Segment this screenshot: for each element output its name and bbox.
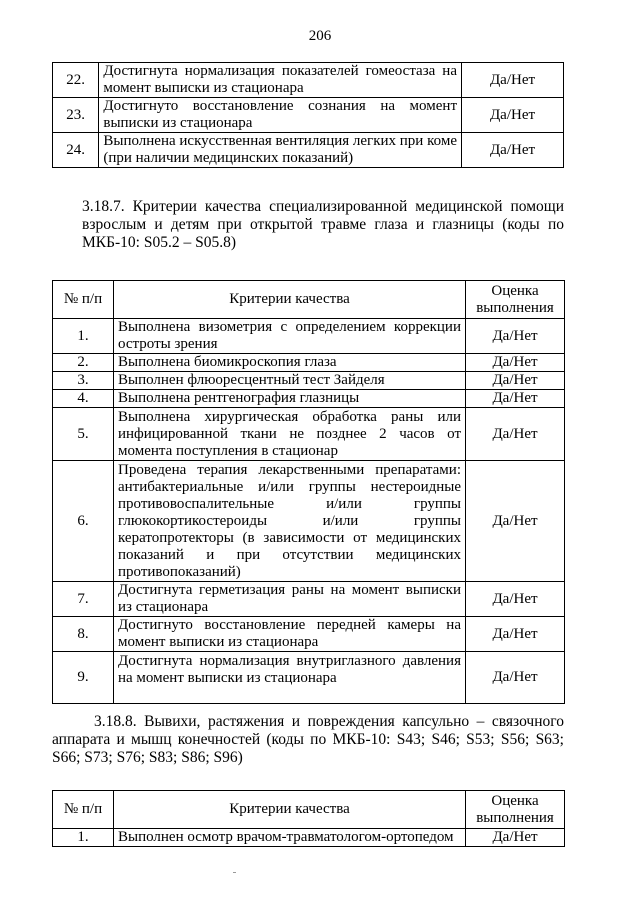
criterion-answer: Да/Нет	[466, 354, 565, 372]
table-row	[53, 354, 565, 372]
criterion-answer: Да/Нет	[466, 617, 565, 652]
criteria-table-eye-trauma	[52, 280, 565, 704]
criterion-text: Достигнуто восстановление сознания на момент выписки из стационара	[99, 98, 462, 133]
row-number: 5.	[53, 408, 114, 461]
row-number: 8.	[53, 617, 114, 652]
criterion-text: Выполнена биомикроскопия глаза	[114, 354, 466, 372]
criterion-answer: Да/Нет	[466, 319, 565, 354]
table-header-row	[53, 791, 565, 829]
row-number: 24.	[53, 133, 99, 168]
row-number: 1.	[53, 829, 114, 847]
criterion-answer: Да/Нет	[466, 390, 565, 408]
criterion-answer: Да/Нет	[466, 408, 565, 461]
header-number: № п/п	[53, 281, 114, 319]
criterion-text: Достигнута нормализация показателей гомеостаза на момент выписки из стационара	[99, 63, 462, 98]
criterion-answer: Да/Нет	[466, 829, 565, 847]
header-criteria: Критерии качества	[114, 791, 466, 829]
table-row	[53, 133, 564, 168]
criterion-text: Достигнута герметизация раны на момент выписки из стационара	[114, 582, 466, 617]
criterion-answer: Да/Нет	[466, 372, 565, 390]
criterion-text: Достигнуто восстановление передней камеры на момент выписки из стационара	[114, 617, 466, 652]
table-row	[53, 582, 565, 617]
criterion-text: Выполнен осмотр врачом-травматологом-ортопедом	[114, 829, 466, 847]
criterion-text: Выполнена визометрия с определением коррекции остроты зрения	[114, 319, 466, 354]
table-row	[53, 372, 565, 390]
table-row	[53, 617, 565, 652]
row-number: 2.	[53, 354, 114, 372]
row-number: 7.	[53, 582, 114, 617]
scan-speck	[233, 872, 236, 873]
criterion-answer: Да/Нет	[462, 98, 564, 133]
row-number: 6.	[53, 461, 114, 582]
table-row	[53, 652, 565, 704]
row-number: 9.	[53, 652, 114, 704]
criterion-text: Достигнута нормализация внутриглазного давления на момент выписки из стационара	[114, 652, 466, 704]
criterion-text: Выполнена рентгенография глазницы	[114, 390, 466, 408]
table-row	[53, 829, 565, 847]
criterion-answer: Да/Нет	[462, 133, 564, 168]
criteria-table-continued	[52, 62, 564, 168]
criterion-answer: Да/Нет	[466, 582, 565, 617]
section-heading-3-18-7: 3.18.7. Критерии качества специализированной медицинской помощи взрослым и детям при открытой травме глаза и глазницы (коды по МКБ-10: S05.2 – S05.8)	[82, 198, 564, 251]
header-number: № п/п	[53, 791, 114, 829]
table-row	[53, 461, 565, 582]
row-number: 1.	[53, 319, 114, 354]
header-rating: Оценка выполнения	[466, 791, 565, 829]
table-row	[53, 63, 564, 98]
criterion-answer: Да/Нет	[466, 461, 565, 582]
header-criteria: Критерии качества	[114, 281, 466, 319]
criterion-answer: Да/Нет	[462, 63, 564, 98]
row-number: 23.	[53, 98, 99, 133]
table-header-row	[53, 281, 565, 319]
criterion-text: Выполнена хирургическая обработка раны или инфицированной ткани не позднее 2 часов от момента поступления в стационар	[114, 408, 466, 461]
row-number: 22.	[53, 63, 99, 98]
row-number: 3.	[53, 372, 114, 390]
page-number: 206	[308, 28, 332, 44]
criteria-table-dislocations	[52, 790, 565, 847]
criterion-answer: Да/Нет	[466, 652, 565, 704]
row-number: 4.	[53, 390, 114, 408]
section-heading-3-18-8: 3.18.8. Вывихи, растяжения и повреждения капсульно – связочного аппарата и мышц конечностей (коды по МКБ-10: S43; S46; S53; S56; S63; S66; S73; S76; S83; S86; S96)	[52, 713, 564, 766]
criterion-text: Проведена терапия лекарственными препаратами: антибактериальные и/или группы нестероидные противовоспалительные и/или группы глюкокортикостероиды и/или группы кератопротекторы (в зависимости от медицинских показаний и при отсутствии медицинских противопоказаний)	[114, 461, 466, 582]
criterion-text: Выполнен флюоресцентный тест Зайделя	[114, 372, 466, 390]
table-row	[53, 390, 565, 408]
header-rating: Оценка выполнения	[466, 281, 565, 319]
table-row	[53, 319, 565, 354]
table-row	[53, 408, 565, 461]
criterion-text: Выполнена искусственная вентиляция легких при коме (при наличии медицинских показаний)	[99, 133, 462, 168]
table-row	[53, 98, 564, 133]
